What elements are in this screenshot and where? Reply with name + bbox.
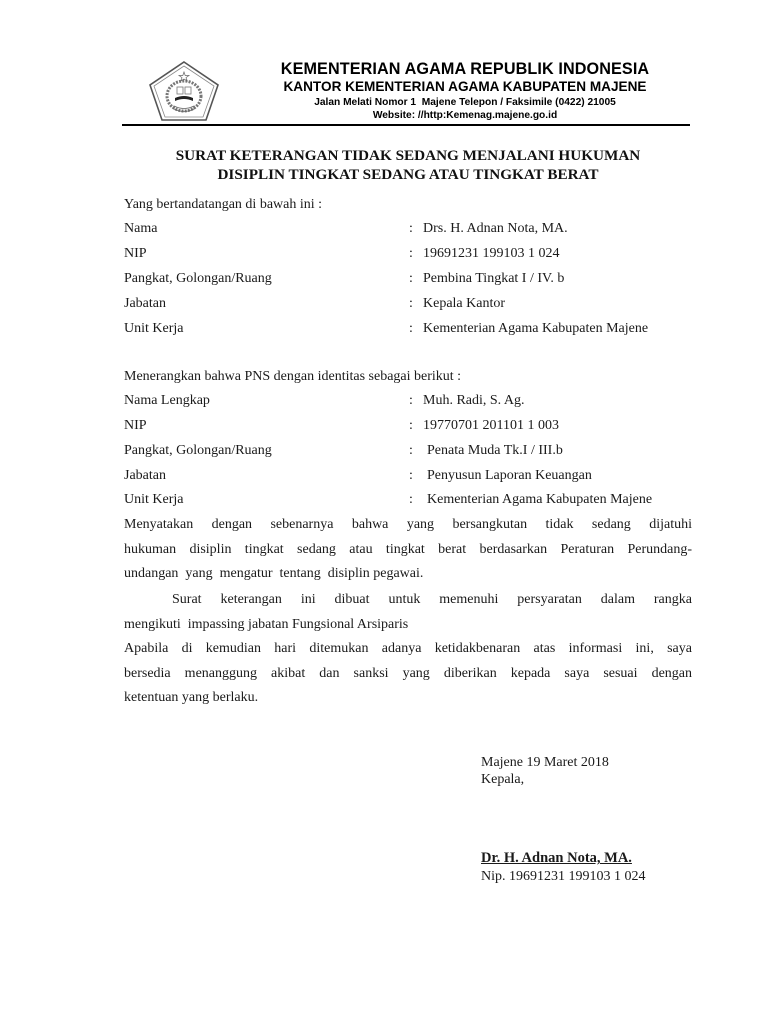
paragraph-line: Surat keterangan ini dibuat untuk memenuhi persyaratan dalam rangka <box>172 592 692 607</box>
paragraph-line: hukuman disiplin tingkat sedang atau tingkat berat berdasarkan Peraturan Perundang- <box>124 541 692 557</box>
signatory-field-row <box>124 295 694 313</box>
signature-position: Kepala, <box>481 772 525 787</box>
field-label: Jabatan <box>124 468 166 483</box>
field-colon: : <box>409 418 413 433</box>
subject-field-row <box>124 417 694 435</box>
field-colon: : <box>409 393 413 408</box>
subject-field-row <box>124 442 694 460</box>
field-value: Kementerian Agama Kabupaten Majene <box>427 492 653 507</box>
title-line-1: SURAT KETERANGAN TIDAK SEDANG MENJALANI HUKUMAN <box>175 147 641 164</box>
field-colon: : <box>409 321 413 336</box>
signatory-name: Dr. H. Adnan Nota, MA. <box>481 850 632 866</box>
subject-intro: Menerangkan bahwa PNS dengan identitas sebagai berikut : <box>124 369 462 384</box>
field-value: Pembina Tingkat I / IV. b <box>423 271 565 286</box>
subject-field-row <box>124 491 694 509</box>
field-value: Penata Muda Tk.I / III.b <box>427 443 563 458</box>
field-colon: : <box>409 246 413 261</box>
statement-paragraph <box>124 513 692 587</box>
declaration-paragraph <box>124 637 692 711</box>
field-value: 19770701 201101 1 003 <box>423 418 559 433</box>
field-value: Kementerian Agama Kabupaten Majene <box>423 321 649 336</box>
field-value: 19691231 199103 1 024 <box>423 246 560 261</box>
signatory-field-row <box>124 245 694 263</box>
subject-field-row <box>124 392 694 410</box>
paragraph-line: Apabila di kemudian hari ditemukan adanya ketidakbenaran atas informasi ini, saya <box>124 641 692 656</box>
purpose-paragraph <box>124 588 692 637</box>
field-label: Nama Lengkap <box>124 393 210 408</box>
field-colon: : <box>409 492 413 507</box>
letterhead-ministry: KEMENTERIAN AGAMA REPUBLIK INDONESIA <box>280 60 650 78</box>
letterhead-address: Jalan Melati Nomor 1 Majene Telepon / Faksimile (0422) 21005 <box>314 97 616 108</box>
field-colon: : <box>409 221 413 236</box>
field-label: NIP <box>124 418 147 433</box>
field-colon: : <box>409 443 413 458</box>
field-colon: : <box>409 271 413 286</box>
field-colon: : <box>409 468 413 483</box>
paragraph-line: mengikuti impassing jabatan Fungsional Arsiparis <box>124 616 409 632</box>
letterhead-office: KANTOR KEMENTERIAN AGAMA KABUPATEN MAJENE <box>283 79 647 94</box>
field-colon: : <box>409 296 413 311</box>
title-line-2: DISIPLIN TINGKAT SEDANG ATAU TINGKAT BERAT <box>217 166 599 183</box>
document-title <box>124 146 692 184</box>
signatory-field-row <box>124 320 694 338</box>
signature-place-date: Majene 19 Maret 2018 <box>481 755 609 770</box>
signatory-field-row <box>124 270 694 288</box>
signatory-nip: Nip. 19691231 199103 1 024 <box>481 869 646 884</box>
field-label: Unit Kerja <box>124 492 184 507</box>
paragraph-line: undangan yang mengatur tentang disiplin pegawai. <box>124 566 424 581</box>
field-value: Penyusun Laporan Keuangan <box>427 468 592 483</box>
letterhead-divider <box>122 124 690 126</box>
subject-field-row <box>124 467 694 485</box>
letterhead <box>240 60 690 122</box>
field-label: NIP <box>124 246 147 261</box>
field-value: Drs. H. Adnan Nota, MA. <box>423 221 568 236</box>
signatory-intro: Yang bertandatangan di bawah ini : <box>124 197 323 212</box>
signatory-field-row <box>124 220 694 238</box>
paragraph-line: Menyatakan dengan sebenarnya bahwa yang bersangkutan tidak sedang dijatuhi <box>124 517 692 532</box>
field-label: Pangkat, Golongan/Ruang <box>124 271 272 286</box>
letterhead-website: Website: //http:Kemenag.majene.go.id <box>372 110 558 121</box>
paragraph-line: ketentuan yang berlaku. <box>124 690 259 705</box>
kementerian-agama-emblem-icon <box>148 60 220 122</box>
field-value: Kepala Kantor <box>423 296 506 311</box>
field-label: Jabatan <box>124 296 166 311</box>
field-label: Unit Kerja <box>124 321 184 336</box>
paragraph-line: bersedia menanggung akibat dan sanksi yang diberikan kepada saya sesuai dengan <box>124 665 692 681</box>
field-label: Nama <box>124 221 158 236</box>
field-label: Pangkat, Golongan/Ruang <box>124 443 272 458</box>
field-value: Muh. Radi, S. Ag. <box>423 393 525 408</box>
